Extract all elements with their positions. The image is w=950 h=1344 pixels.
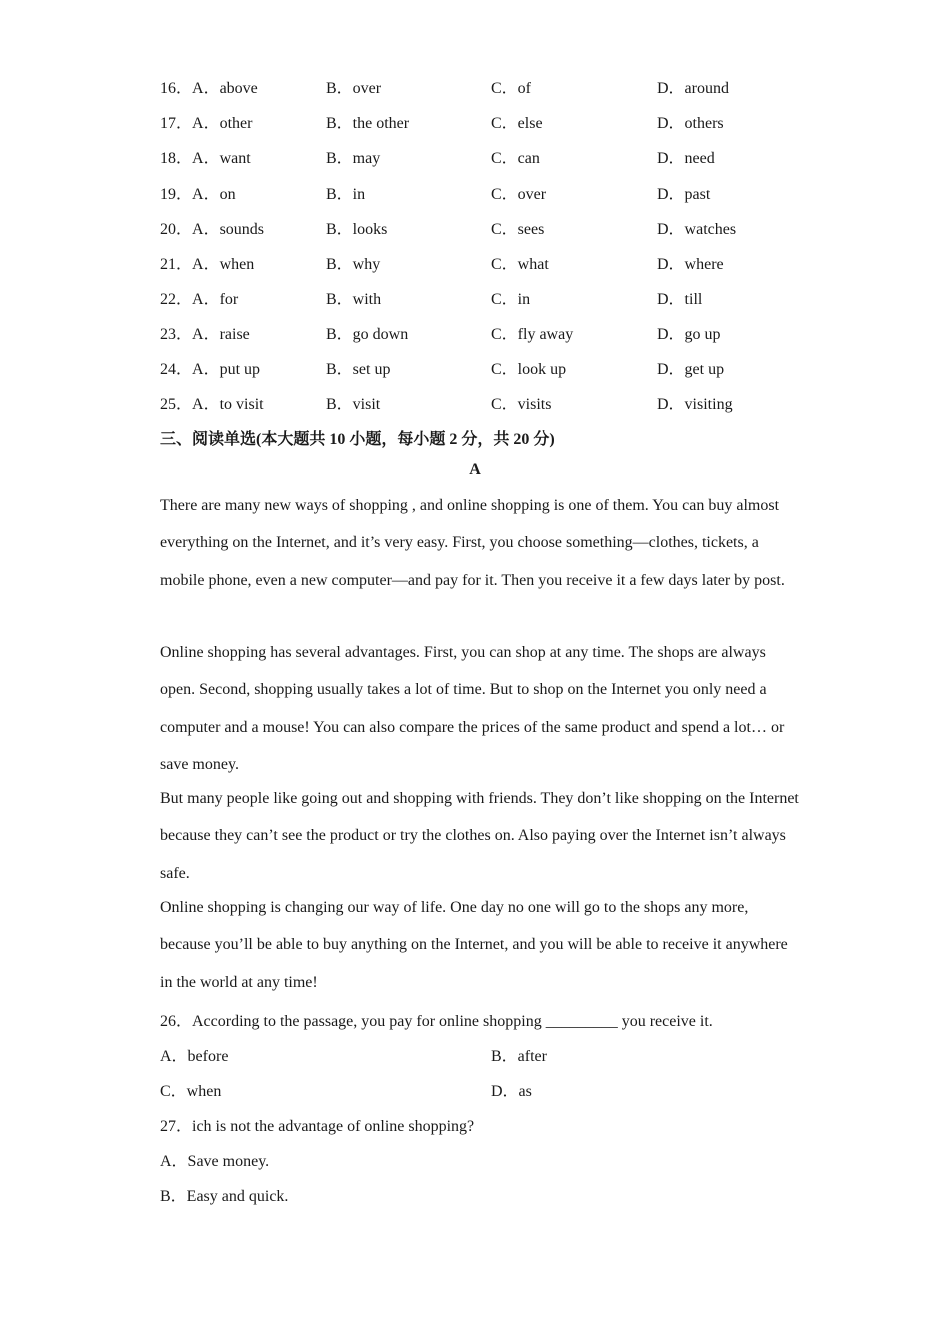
option-a-text: A．sounds	[192, 221, 265, 238]
option-a-text: A．for	[192, 291, 239, 308]
cloze-question-24	[160, 356, 800, 378]
cloze-question-23	[160, 321, 800, 343]
option-d: D．watches	[657, 221, 737, 238]
cloze-question-25	[160, 391, 800, 413]
question-number: 19．	[160, 186, 193, 203]
option-c: C．over	[491, 186, 547, 203]
option-d: D．where	[657, 256, 724, 273]
option-a	[160, 321, 250, 344]
option-a	[160, 356, 260, 379]
cloze-question-16	[160, 75, 800, 97]
option-a-text: A．to visit	[192, 396, 264, 413]
option-a	[160, 75, 258, 98]
question-number: 16．	[160, 80, 193, 97]
option-d: D．till	[657, 291, 703, 308]
option-d: D．get up	[657, 361, 725, 378]
option-b: B．with	[326, 291, 382, 308]
q26-option-d: D．as	[491, 1083, 532, 1100]
option-c: C．of	[491, 80, 532, 97]
option-a-text: A．raise	[192, 326, 250, 343]
option-c: C．visits	[491, 396, 552, 413]
option-c: C．in	[491, 291, 531, 308]
question-number: 23．	[160, 326, 193, 343]
cloze-question-22	[160, 286, 800, 308]
option-a	[160, 251, 254, 274]
section-title: 三、阅读单选(本大题共 10 小题，每小题 2 分，共 20 分)	[160, 431, 555, 448]
option-b: B．looks	[326, 221, 388, 238]
question-number: 20．	[160, 221, 193, 238]
option-d: D．visiting	[657, 396, 733, 413]
option-b: B．go down	[326, 326, 409, 343]
q26-option-b: B．after	[491, 1048, 547, 1065]
option-a-text: A．on	[192, 186, 236, 203]
passage-label: A	[469, 461, 481, 478]
option-a	[160, 181, 236, 204]
option-d: D．need	[657, 150, 715, 167]
option-c: C．sees	[491, 221, 545, 238]
passage-paragraph-4: Online shopping is changing our way of life. One day no one will go to the shops any more, because you’ll be able to buy anything on the Internet, and you will be able to receive it anywhere in the world at any time!	[160, 899, 788, 991]
option-b: B．the other	[326, 115, 410, 132]
option-c: C．look up	[491, 361, 567, 378]
question-number: 25．	[160, 396, 193, 413]
q27-option-b: B．Easy and quick.	[160, 1188, 289, 1205]
question-number: 17．	[160, 115, 193, 132]
cloze-question-17	[160, 110, 800, 132]
option-a	[160, 110, 252, 133]
passage-paragraph-2: Online shopping has several advantages. First, you can shop at any time. The shops are always open. Second, shopping usually takes a lot of time. But to shop on the Internet you only need a computer and a mouse! You can also compare the prices of the same product and spend a lot… or save money.	[160, 644, 785, 773]
option-d: D．go up	[657, 326, 721, 343]
option-c: C．else	[491, 115, 543, 132]
option-b: B．over	[326, 80, 382, 97]
option-a	[160, 216, 264, 239]
q26-option-a: A．before	[160, 1048, 229, 1065]
question-number: 22．	[160, 291, 193, 308]
option-c: C．fly away	[491, 326, 574, 343]
option-b: B．why	[326, 256, 381, 273]
question-number: 18．	[160, 150, 193, 167]
option-c: C．can	[491, 150, 540, 167]
question-number: 24．	[160, 361, 193, 378]
option-b: B．in	[326, 186, 366, 203]
question-27-stem: 27．ich is not the advantage of online shopping?	[160, 1118, 475, 1135]
option-d: D．past	[657, 186, 711, 203]
option-d: D．around	[657, 80, 729, 97]
option-a-text: A．other	[192, 115, 253, 132]
cloze-question-21	[160, 251, 800, 273]
q26-option-c: C．when	[160, 1083, 222, 1100]
option-a	[160, 286, 238, 309]
question-number: 21．	[160, 256, 193, 273]
option-a-text: A．put up	[192, 361, 261, 378]
cloze-question-18	[160, 145, 800, 167]
option-d: D．others	[657, 115, 724, 132]
cloze-question-19	[160, 181, 800, 203]
option-c: C．what	[491, 256, 549, 273]
q27-option-a: A．Save money.	[160, 1153, 270, 1170]
cloze-question-20	[160, 216, 800, 238]
option-a	[160, 391, 264, 414]
option-b: B．may	[326, 150, 381, 167]
option-b: B．set up	[326, 361, 391, 378]
option-a-text: A．want	[192, 150, 251, 167]
option-b: B．visit	[326, 396, 381, 413]
option-a-text: A．above	[192, 80, 258, 97]
passage-paragraph-3: But many people like going out and shopping with friends. They don’t like shopping on the Internet because they can’t see the product or try the clothes on. Also paying over the Internet isn’t always safe.	[160, 790, 799, 882]
question-26-stem: 26．According to the passage, you pay for online shopping _________ you receive it.	[160, 1013, 713, 1030]
option-a-text: A．when	[192, 256, 255, 273]
option-a	[160, 145, 251, 168]
passage-paragraph-1: There are many new ways of shopping , and online shopping is one of them. You can buy almost everything on the Internet, and it’s very easy. First, you choose something—clothes, tickets, a mobile phone, even a new computer—and pay for it. Then you receive it a few days later by post.	[160, 497, 785, 589]
